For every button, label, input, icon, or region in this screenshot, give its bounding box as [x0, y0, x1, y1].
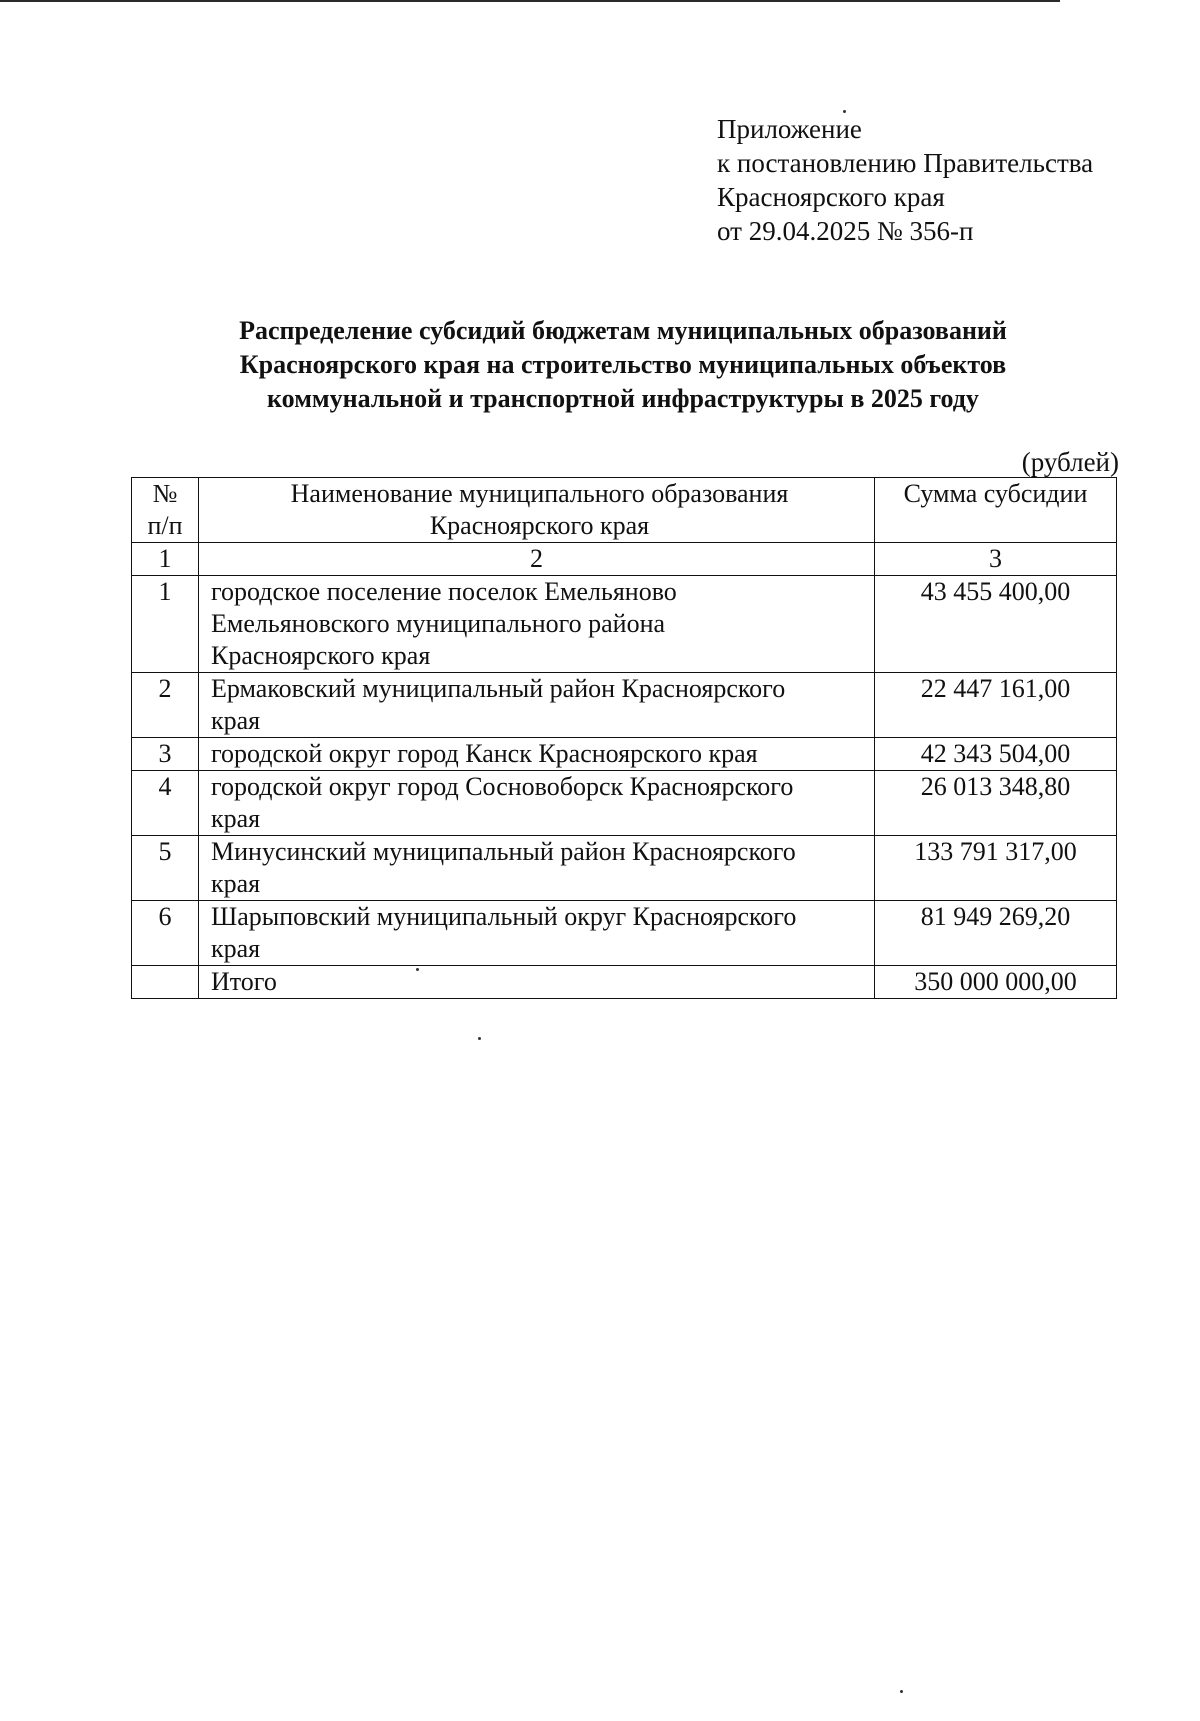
name-line: края [211, 804, 261, 833]
appendix-line-1: Приложение [717, 114, 862, 144]
name-line: края [211, 934, 261, 963]
name-line: городской округ город Канск Красноярского края [211, 739, 758, 768]
row-number: 3 [132, 738, 199, 771]
total-sum: 350 000 000,00 [875, 966, 1117, 999]
header-number-line-1: № [152, 479, 178, 508]
column-index-row [132, 543, 1117, 576]
document-title [130, 314, 1116, 416]
column-index-cell: 3 [875, 543, 1117, 576]
row-municipality-name [199, 673, 875, 738]
name-line: края [211, 869, 261, 898]
name-line: городское поселение поселок Емельяново [211, 577, 677, 606]
row-subsidy-sum: 81 949 269,20 [875, 901, 1117, 966]
table-row [132, 673, 1117, 738]
top-border-line [0, 0, 1060, 2]
row-subsidy-sum: 43 455 400,00 [875, 576, 1117, 673]
row-number: 6 [132, 901, 199, 966]
subsidy-distribution-table [131, 477, 1117, 999]
name-line: Красноярского края [211, 641, 431, 670]
row-municipality-name [199, 771, 875, 836]
row-municipality-name [199, 738, 875, 771]
appendix-line-3: Красноярского края [717, 182, 945, 212]
appendix-header [717, 112, 1093, 248]
scan-speck [843, 110, 846, 113]
header-municipality-name [199, 478, 875, 543]
total-row [132, 966, 1117, 999]
name-line: Минусинский муниципальный район Красноярского [211, 837, 796, 866]
row-number: 2 [132, 673, 199, 738]
scan-speck [478, 1037, 481, 1040]
table-header-row [132, 478, 1117, 543]
column-index-cell: 2 [199, 543, 875, 576]
row-number: 4 [132, 771, 199, 836]
total-label: Итого [199, 966, 875, 999]
header-number-line-2: п/п [147, 511, 183, 540]
row-subsidy-sum: 22 447 161,00 [875, 673, 1117, 738]
appendix-line-2: к постановлению Правительства [717, 148, 1094, 178]
title-line-2: Красноярского края на строительство муниципальных объектов [239, 350, 1007, 379]
scan-speck [900, 1690, 903, 1693]
title-line-3: коммунальной и транспортной инфраструктуры в 2025 году [267, 384, 979, 413]
table-row [132, 576, 1117, 673]
row-subsidy-sum: 133 791 317,00 [875, 836, 1117, 901]
table-row [132, 901, 1117, 966]
row-municipality-name [199, 576, 875, 673]
row-subsidy-sum: 42 343 504,00 [875, 738, 1117, 771]
total-number [132, 966, 199, 999]
name-line: Емельяновского муниципального района [211, 609, 666, 638]
table-row [132, 836, 1117, 901]
row-number: 1 [132, 576, 199, 673]
currency-unit-note: (рублей) [1021, 447, 1119, 477]
title-line-1: Распределение субсидий бюджетам муниципальных образований [239, 316, 1007, 345]
header-name-line-2: Красноярского края [429, 511, 650, 540]
scan-speck [416, 968, 419, 971]
name-line: края [211, 706, 261, 735]
header-number [132, 478, 199, 543]
appendix-line-4: от 29.04.2025 № 356-п [717, 216, 974, 246]
row-subsidy-sum: 26 013 348,80 [875, 771, 1117, 836]
header-name-line-1: Наименование муниципального образования [290, 479, 789, 508]
row-number: 5 [132, 836, 199, 901]
row-municipality-name [199, 901, 875, 966]
row-municipality-name [199, 836, 875, 901]
name-line: городской округ город Сосновоборск Красноярского [211, 772, 794, 801]
table-row [132, 771, 1117, 836]
header-subsidy-sum: Сумма субсидии [875, 478, 1117, 543]
name-line: Шарыповский муниципальный округ Красноярского [211, 902, 797, 931]
column-index-cell: 1 [132, 543, 199, 576]
name-line: Ермаковский муниципальный район Красноярского [211, 674, 786, 703]
table-row [132, 738, 1117, 771]
